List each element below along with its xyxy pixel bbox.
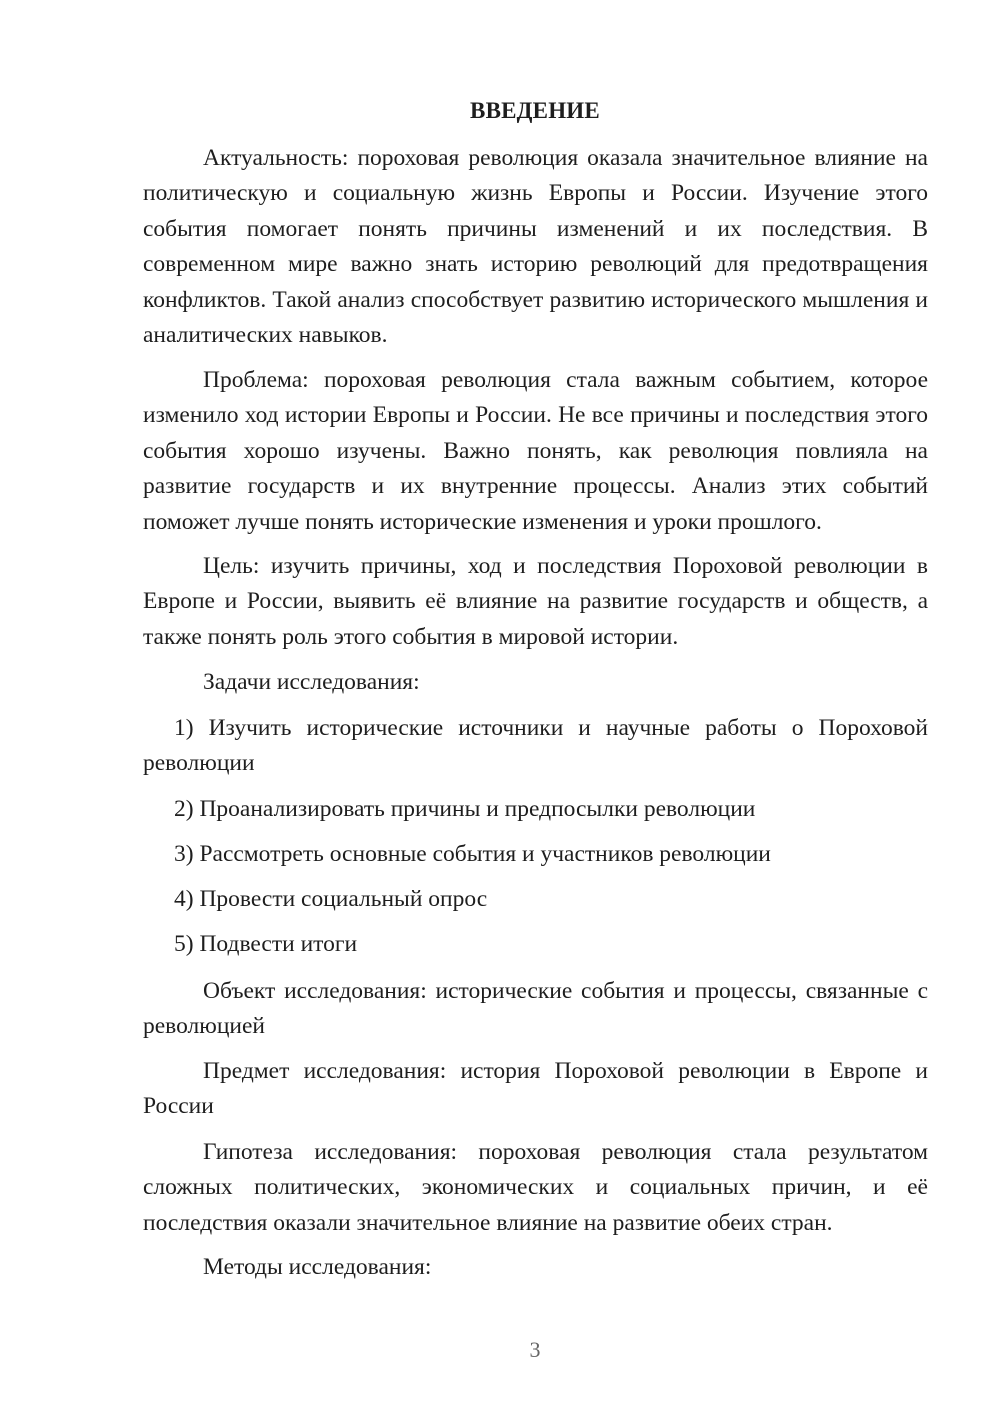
- task-item-3: 3) Рассмотреть основные события и участников революции: [174, 841, 771, 867]
- problem-paragraph: Проблема: пороховая революция стала важным событием, которое изменило ход истории Европы и России. Не все причины и последствия этого события хорошо изучены. Важно понять, как революция повлияла на развитие государств и их внутренние процессы. Анализ этих событий поможет лучше понять исторические изменения и уроки прошлого.: [143, 367, 928, 535]
- page-number: 3: [529, 1337, 541, 1362]
- relevance-paragraph: Актуальность: пороховая революция оказала значительное влияние на политическую и социальную жизнь Европы и России. Изучение этого события помогает понять причины изменений и их последствия. В современном мире важно знать историю революций для предотвращения конфликтов. Такой анализ способствует развитию исторического мышления и аналитических навыков.: [143, 145, 928, 349]
- object-paragraph: Объект исследования: исторические события и процессы, связанные с революцией: [143, 978, 928, 1040]
- goal-paragraph: Цель: изучить причины, ход и последствия Пороховой революции в Европе и России, выявить её влияние на развитие государств и обществ, а также понять роль этого события в мировой истории.: [143, 553, 928, 650]
- task-item-4: 4) Провести социальный опрос: [174, 886, 488, 912]
- task-item-5: 5) Подвести итоги: [174, 931, 358, 957]
- section-title: ВВЕДЕНИЕ: [470, 98, 600, 123]
- hypothesis-paragraph: Гипотеза исследования: пороховая революция стала результатом сложных политических, экономических и социальных причин, и её последствия оказали значительное влияние на развитие обеих стран.: [143, 1139, 928, 1236]
- task-item-2: 2) Проанализировать причины и предпосылки революции: [174, 796, 756, 822]
- subject-paragraph: Предмет исследования: история Пороховой революции в Европе и России: [143, 1058, 928, 1120]
- tasks-heading: Задачи исследования:: [203, 669, 420, 695]
- methods-heading: Методы исследования:: [203, 1254, 432, 1280]
- task-item-1: 1) Изучить исторические источники и научные работы о Пороховой революции: [143, 715, 928, 777]
